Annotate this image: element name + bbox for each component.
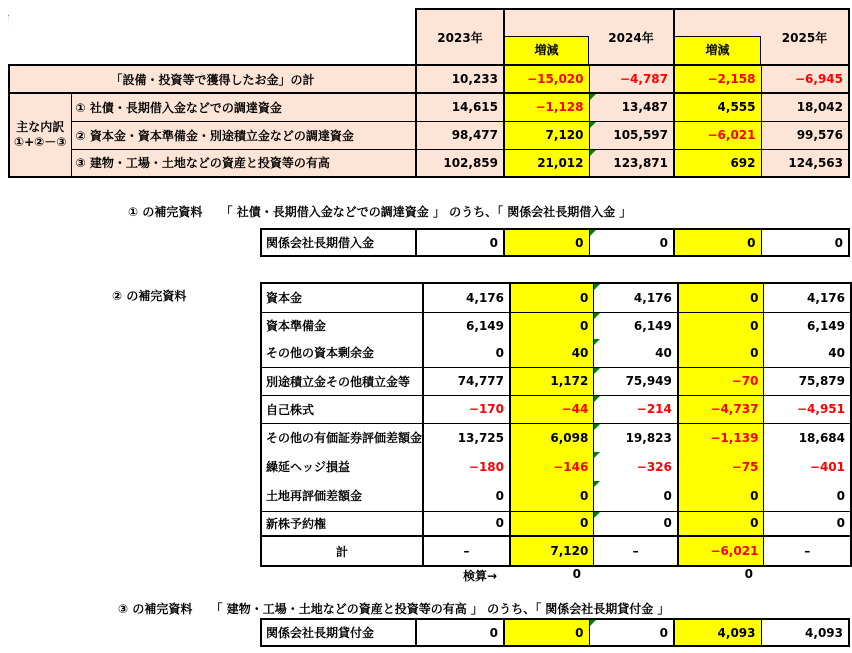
table-row bbox=[261, 312, 851, 339]
cell-delta1[interactable]: 1,172 bbox=[510, 367, 594, 395]
cell-2024[interactable]: 19,823 bbox=[594, 423, 678, 452]
section2-label: ② の補完資料 bbox=[112, 289, 187, 303]
table-row-total bbox=[261, 536, 851, 566]
cell-delta2[interactable]: 4,555 bbox=[674, 93, 761, 121]
cell-2025[interactable]: 40 bbox=[764, 339, 851, 367]
cell-2023[interactable]: 0 bbox=[416, 229, 504, 256]
cell-2024[interactable]: 105,597 bbox=[589, 121, 674, 149]
cell-2023[interactable]: 0 bbox=[416, 619, 504, 646]
section3-heading bbox=[118, 600, 669, 617]
cell-2025[interactable]: 4,093 bbox=[761, 619, 849, 646]
comment-flag-icon bbox=[590, 230, 596, 236]
cell-delta2[interactable]: −4,737 bbox=[678, 395, 764, 423]
cell-delta2[interactable]: 692 bbox=[674, 149, 761, 177]
cell-2023[interactable]: 6,149 bbox=[423, 312, 510, 339]
cell-2023[interactable]: – bbox=[423, 536, 510, 566]
section3-description: 「 建物・工場・土地などの資産と投資等の有高 」 のうち、「 関係会社長期貸付金 」 bbox=[210, 602, 670, 616]
cell-delta2[interactable]: −1,139 bbox=[678, 423, 764, 452]
cell-delta1[interactable]: 7,120 bbox=[510, 536, 594, 566]
comment-flag-icon bbox=[594, 424, 600, 430]
row-label[interactable]: 関係会社長期借入金 bbox=[261, 229, 416, 256]
cell-delta1[interactable]: 0 bbox=[510, 312, 594, 339]
cell-delta2[interactable]: −75 bbox=[678, 452, 764, 481]
cell-2023[interactable]: −170 bbox=[423, 395, 510, 423]
row-label[interactable]: 繰延ヘッジ損益 bbox=[261, 452, 423, 481]
row-label[interactable]: 土地再評価差額金 bbox=[261, 481, 423, 511]
check-value-2: 0 bbox=[744, 567, 753, 581]
delta-label: 増減 bbox=[675, 36, 761, 64]
comment-flag-icon bbox=[594, 368, 600, 374]
comment-flag-icon bbox=[590, 620, 596, 626]
cell-delta2[interactable]: −2,158 bbox=[674, 65, 761, 93]
total-row-label[interactable]: 計 bbox=[261, 536, 423, 566]
cell-2024[interactable]: 0 bbox=[589, 229, 674, 256]
comment-flag-icon bbox=[590, 94, 596, 100]
cell-2023[interactable]: −180 bbox=[423, 452, 510, 481]
cell-2023[interactable]: 0 bbox=[423, 511, 510, 536]
cell-delta1[interactable]: 40 bbox=[510, 339, 594, 367]
table-row-3 bbox=[9, 149, 849, 177]
row-label[interactable]: 資本金 bbox=[261, 283, 423, 312]
table-row bbox=[261, 511, 851, 536]
cell-2023[interactable]: 0 bbox=[423, 339, 510, 367]
check-value-1: 0 bbox=[572, 567, 581, 581]
comment-flag-icon bbox=[594, 396, 600, 402]
cell-2023[interactable]: 10,233 bbox=[416, 65, 504, 93]
cell-2023[interactable]: 74,777 bbox=[423, 367, 510, 395]
row-label[interactable]: その他の資本剰余金 bbox=[261, 339, 423, 367]
breakdown-header-cell: 主な内訳 ①+②－③ bbox=[9, 93, 71, 177]
year-2025-header[interactable]: 2025年 bbox=[761, 9, 849, 65]
cell-2024[interactable]: 0 bbox=[594, 481, 678, 511]
cell-delta1[interactable]: −44 bbox=[510, 395, 594, 423]
cell-delta1[interactable]: −146 bbox=[510, 452, 594, 481]
cell-2024[interactable]: 6,149 bbox=[594, 312, 678, 339]
comment-flag-icon bbox=[594, 512, 600, 518]
cell-2024[interactable]: 40 bbox=[594, 339, 678, 367]
cell-delta2[interactable]: 0 bbox=[678, 339, 764, 367]
section1-description: 「 社債・長期借入金などでの調達資金 」 のうち、「 関係会社長期借入金 」 bbox=[220, 205, 632, 219]
comment-flag-icon bbox=[590, 150, 596, 156]
table-row-2 bbox=[9, 121, 849, 149]
delta-label: 増減 bbox=[505, 36, 589, 64]
table-row-total bbox=[9, 65, 849, 93]
delta-2024-header[interactable] bbox=[504, 9, 589, 65]
cell-2023[interactable]: 102,859 bbox=[416, 149, 504, 177]
table-row bbox=[261, 339, 851, 367]
cell-2025[interactable]: 0 bbox=[764, 511, 851, 536]
cell-2025[interactable]: 0 bbox=[761, 229, 849, 256]
row-label[interactable]: 別途積立金その他積立金等 bbox=[261, 367, 423, 395]
row-label[interactable]: ① 社債・長期借入金などでの調達資金 bbox=[71, 93, 416, 121]
cell-2025[interactable]: 75,879 bbox=[764, 367, 851, 395]
comment-flag-icon bbox=[594, 339, 600, 345]
table-row bbox=[261, 229, 849, 256]
cell-2024[interactable]: −4,787 bbox=[589, 65, 674, 93]
header-row bbox=[9, 9, 849, 65]
cell-delta1[interactable]: 0 bbox=[504, 619, 589, 646]
cell-delta2[interactable]: 4,093 bbox=[674, 619, 761, 646]
cell-delta2[interactable]: −70 bbox=[678, 367, 764, 395]
cell-2024[interactable]: −214 bbox=[594, 395, 678, 423]
cell-2023[interactable]: 4,176 bbox=[423, 283, 510, 312]
cell-delta1[interactable]: 21,012 bbox=[504, 149, 589, 177]
row-label[interactable]: その他の有価証券評価差額金 bbox=[261, 423, 423, 452]
table-row bbox=[261, 367, 851, 395]
table-row bbox=[261, 452, 851, 481]
row-label[interactable]: 新株予約権 bbox=[261, 511, 423, 536]
section3-table bbox=[260, 618, 850, 647]
row-label[interactable]: 関係会社長期貸付金 bbox=[261, 619, 416, 646]
cell-2025[interactable]: 18,684 bbox=[764, 423, 851, 452]
year-2023-header[interactable]: 2023年 bbox=[416, 9, 504, 65]
cell-2024[interactable]: −326 bbox=[594, 452, 678, 481]
cell-delta1[interactable]: −15,020 bbox=[504, 65, 589, 93]
cell-2025[interactable]: – bbox=[764, 536, 851, 566]
cell-2025[interactable]: −401 bbox=[764, 452, 851, 481]
cell-delta1[interactable]: 0 bbox=[510, 511, 594, 536]
comment-flag-icon bbox=[594, 313, 600, 319]
row-label[interactable]: 自己株式 bbox=[261, 395, 423, 423]
section3-label: ③ の補完資料 bbox=[118, 602, 193, 616]
section1-heading bbox=[128, 203, 631, 220]
delta-2025-header[interactable] bbox=[674, 9, 761, 65]
main-summary-table bbox=[8, 8, 850, 178]
cell-2024[interactable]: 0 bbox=[589, 619, 674, 646]
cell-2024[interactable]: 75,949 bbox=[594, 367, 678, 395]
cell-delta1[interactable]: 0 bbox=[510, 481, 594, 511]
cell-delta2[interactable]: 0 bbox=[678, 283, 764, 312]
section2-table bbox=[260, 282, 852, 567]
cell-2024[interactable]: 4,176 bbox=[594, 283, 678, 312]
cell-delta2[interactable]: −6,021 bbox=[674, 121, 761, 149]
cell-delta2[interactable]: 0 bbox=[678, 312, 764, 339]
cell-delta1[interactable]: 7,120 bbox=[504, 121, 589, 149]
cell-2024[interactable]: – bbox=[594, 536, 678, 566]
cell-2023[interactable]: 0 bbox=[423, 481, 510, 511]
cell-delta1[interactable]: 6,098 bbox=[510, 423, 594, 452]
cell-2023[interactable]: 13,725 bbox=[423, 423, 510, 452]
cell-delta2[interactable]: −6,021 bbox=[678, 536, 764, 566]
cell-2025[interactable]: 18,042 bbox=[761, 93, 849, 121]
table-row bbox=[261, 283, 851, 312]
table-row-1 bbox=[9, 93, 849, 121]
cell-delta2[interactable]: 0 bbox=[678, 481, 764, 511]
row-label[interactable]: ③ 建物・工場・土地などの資産と投資等の有高 bbox=[71, 149, 416, 177]
cell-2025[interactable]: −4,951 bbox=[764, 395, 851, 423]
cell-delta2[interactable]: 0 bbox=[678, 511, 764, 536]
cell-2025[interactable]: 6,149 bbox=[764, 312, 851, 339]
cell-delta1[interactable]: 0 bbox=[510, 283, 594, 312]
cell-2025[interactable]: 4,176 bbox=[764, 283, 851, 312]
comment-flag-icon bbox=[594, 481, 600, 487]
table-row bbox=[261, 481, 851, 511]
table-row bbox=[261, 619, 849, 646]
comment-flag-icon bbox=[590, 122, 596, 128]
header-spacer bbox=[9, 9, 416, 65]
year-2024-header[interactable]: 2024年 bbox=[589, 9, 674, 65]
cell-2025[interactable]: −6,945 bbox=[761, 65, 849, 93]
section1-label: ① の補完資料 bbox=[128, 205, 203, 219]
check-label: 検算→ bbox=[462, 569, 497, 583]
total-row-label[interactable]: 「設備・投資等で獲得したお金」の計 bbox=[9, 65, 416, 93]
cell-2023[interactable]: 14,615 bbox=[416, 93, 504, 121]
cell-delta1[interactable]: 0 bbox=[504, 229, 589, 256]
cell-2024[interactable]: 13,487 bbox=[589, 93, 674, 121]
cell-2023[interactable]: 98,477 bbox=[416, 121, 504, 149]
row-label[interactable]: 資本準備金 bbox=[261, 312, 423, 339]
comment-flag-icon bbox=[594, 284, 600, 290]
cell-delta1[interactable]: −1,128 bbox=[504, 93, 589, 121]
cell-2025[interactable]: 99,576 bbox=[761, 121, 849, 149]
section1-table bbox=[260, 228, 850, 257]
cell-2025[interactable]: 124,563 bbox=[761, 149, 849, 177]
cell-2024[interactable]: 0 bbox=[594, 511, 678, 536]
row-label[interactable]: ② 資本金・資本準備金・別途積立金などの調達資金 bbox=[71, 121, 416, 149]
table-row bbox=[261, 423, 851, 452]
cell-2025[interactable]: 0 bbox=[764, 481, 851, 511]
cell-2024[interactable]: 123,871 bbox=[589, 149, 674, 177]
table-row bbox=[261, 395, 851, 423]
cell-delta2[interactable]: 0 bbox=[674, 229, 761, 256]
comment-flag-icon bbox=[594, 452, 600, 458]
